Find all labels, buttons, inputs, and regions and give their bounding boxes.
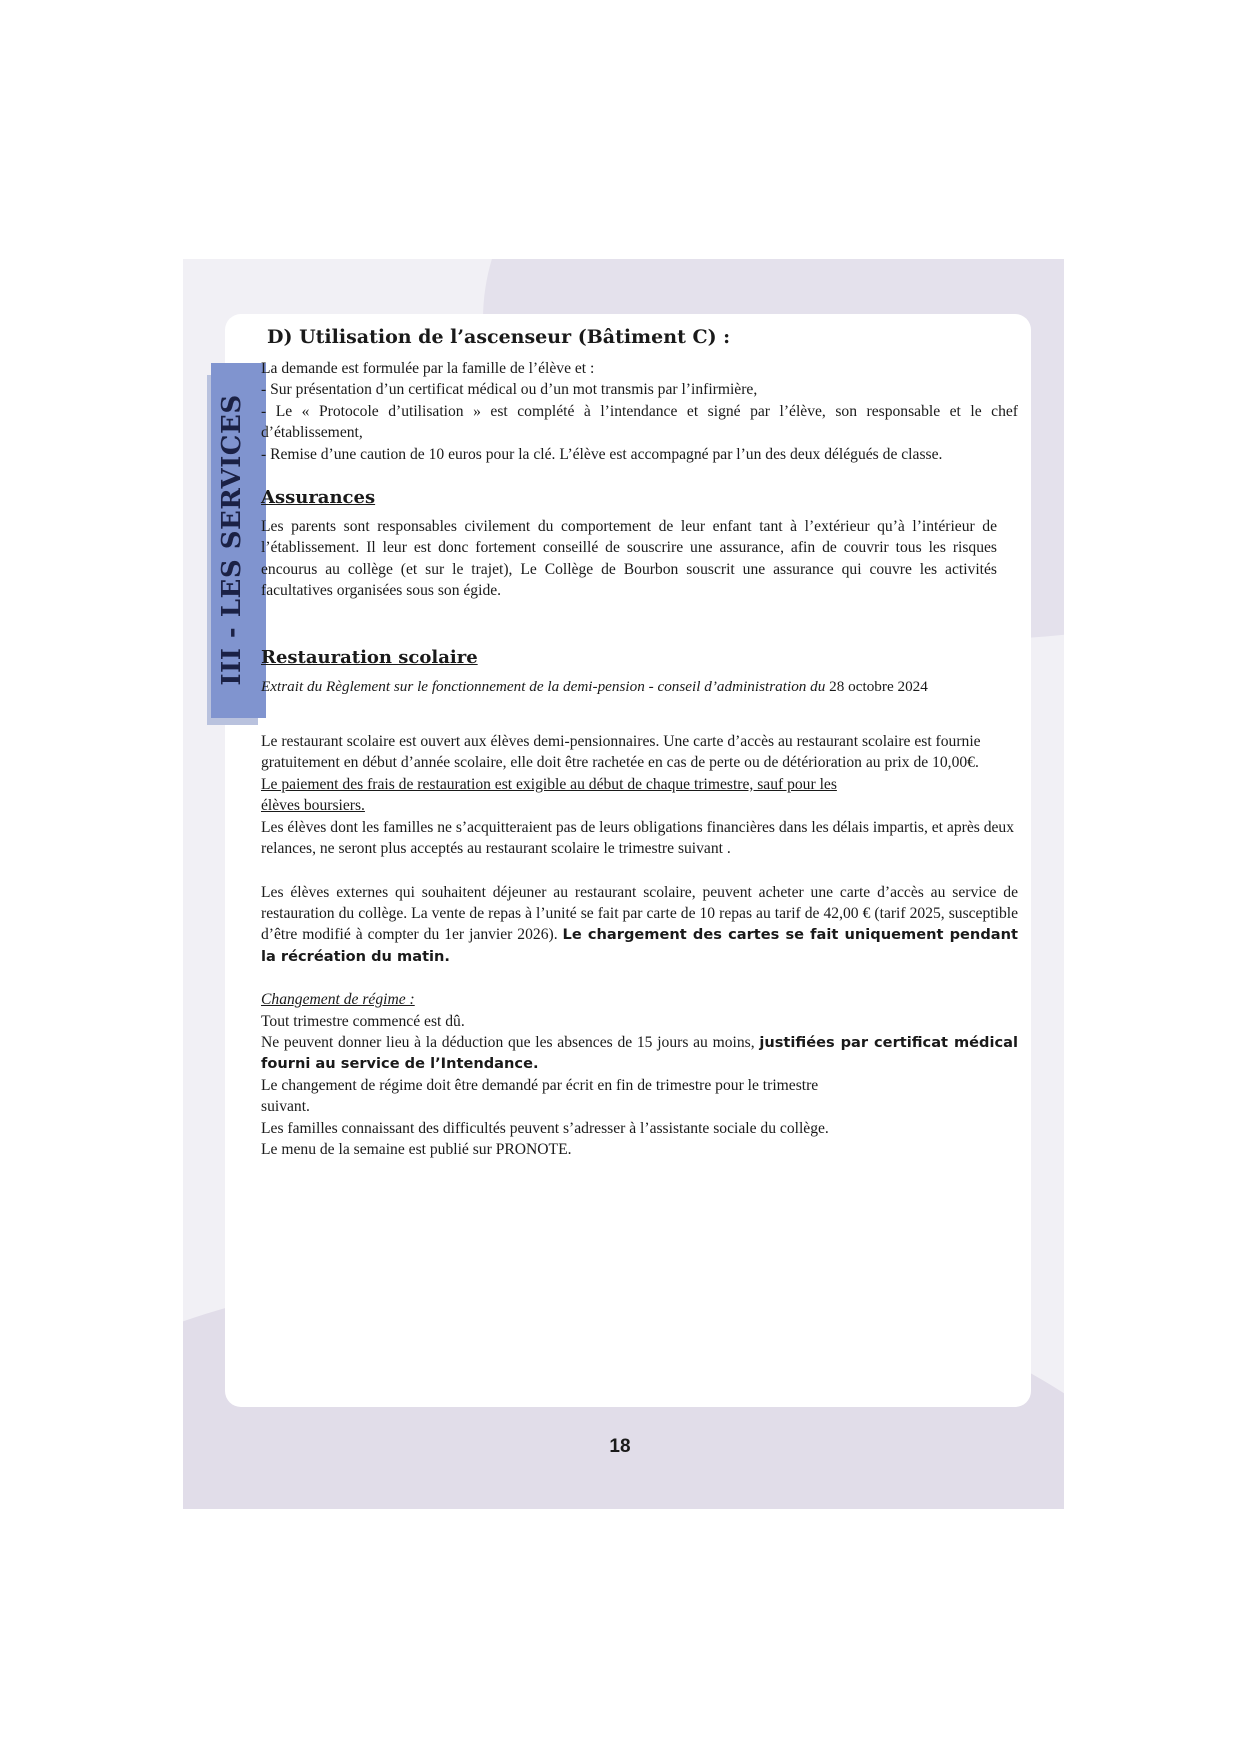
catering-paragraph: Le restaurant scolaire est ouvert aux élèves demi-pensionnaires. Une carte d’accès au restaurant scolaire est fournie gratuitement en début d’année scolaire, elle doit être rachetée en cas de perte ou de détérioration au prix de 10,00€. bbox=[261, 733, 981, 772]
regime-line: Le menu de la semaine est publié sur PRONOTE. bbox=[261, 1140, 572, 1158]
regime-line: Le changement de régime doit être demandé par écrit en fin de trimestre pour le trimestre bbox=[261, 1076, 819, 1094]
elevator-line: La demande est formulée par la famille de l’élève et : bbox=[261, 360, 595, 377]
regime-line: suivant. bbox=[261, 1098, 310, 1116]
catering-extract-text: Extrait du Règlement sur le fonctionnement de la demi-pension - conseil d’administration du bbox=[261, 677, 826, 695]
page-number: 18 bbox=[609, 1436, 631, 1457]
catering-paragraph: Les élèves dont les familles ne s’acquitteraient pas de leurs obligations financières dans les délais impartis, et après deux relances, ne seront plus acceptés au restaurant scolaire le trimestre suivant . bbox=[261, 818, 1015, 858]
regime-deduction-paragraph bbox=[261, 1032, 1018, 1075]
insurance-heading: Assurances bbox=[261, 487, 376, 509]
payment-notice-line: élèves boursiers. bbox=[261, 797, 365, 815]
regime-deduction-bold: justifiées par certificat médical fourni au service de l’Intendance. bbox=[261, 1033, 1018, 1073]
catering-extract-date: 28 octobre 2024 bbox=[825, 677, 928, 695]
side-tab-title-text: III - LES SERVICES bbox=[217, 394, 247, 686]
catering-extract bbox=[261, 676, 1018, 697]
regime-deduction-text: Ne peuvent donner lieu à la déduction que les absences de 15 jours au moins, bbox=[261, 1033, 755, 1051]
insurance-paragraph: Les parents sont responsables civilement du comportement de leur enfant tant à l’extérieur qu’à l’intérieur de l’établissement. Il leur est donc fortement conseillé de souscrire une assurance, afin de couvrir tous les risques encourus au collège (et sur le trajet), Le Collège de Bourbon souscrit une assurance qui couvre les activités facultatives organisées sous son égide. bbox=[261, 518, 997, 600]
catering-heading: Restauration scolaire bbox=[261, 646, 478, 668]
card-loading-notice: Le chargement des cartes se fait uniquement pendant la récréation du matin. bbox=[261, 926, 1018, 965]
payment-notice-line: Le paiement des frais de restauration est exigible au début de chaque trimestre, sauf pour les bbox=[261, 775, 837, 793]
regime-line: Tout trimestre commencé est dû. bbox=[261, 1012, 465, 1030]
regime-change-label: Changement de régime : bbox=[261, 991, 415, 1009]
elevator-line: - Le « Protocole d’utilisation » est complété à l’intendance et signé par l’élève, son responsable et le chef d’établissement, bbox=[261, 402, 1018, 442]
regime-line: Les familles connaissant des difficultés peuvent s’adresser à l’assistante sociale du collège. bbox=[261, 1119, 829, 1137]
page-content bbox=[261, 325, 1018, 1160]
external-students-paragraph bbox=[261, 882, 1018, 968]
elevator-line: - Sur présentation d’un certificat médical ou d’un mot transmis par l’infirmière, bbox=[261, 381, 758, 399]
elevator-heading: D) Utilisation de l’ascenseur (Bâtiment C) : bbox=[267, 326, 731, 348]
external-students-text: Les élèves externes qui souhaitent déjeuner au restaurant scolaire, peuvent acheter une carte d’accès au service de restauration du collège. La vente de repas à l’unité se fait par carte de 10 repas au tarif de 42,00 € (tarif 2025, susceptible d’être modifié à compter du 1er janvier 2026). bbox=[261, 883, 1018, 944]
elevator-line: - Remise d’une caution de 10 euros pour la clé. L’élève est accompagné par l’un des deux délégués de classe. bbox=[261, 445, 943, 463]
